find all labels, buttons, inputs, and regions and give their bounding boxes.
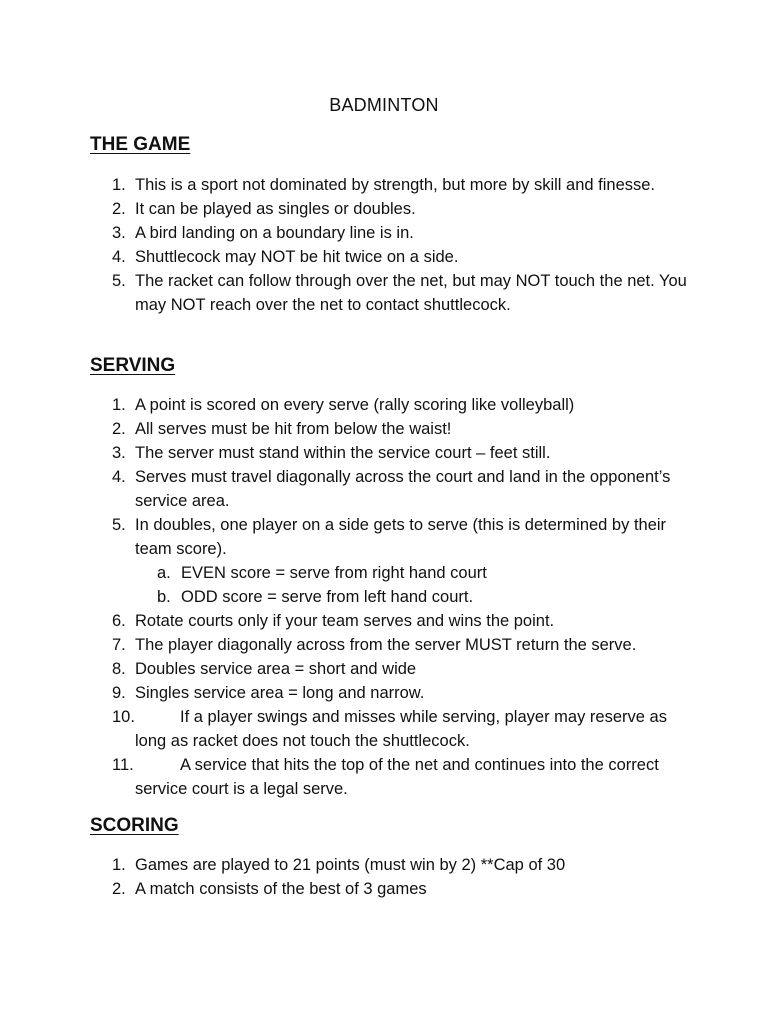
list-item-text: The racket can follow through over the net, but may NOT touch the net. You may NOT reach over the net to contact shuttlecock. [135, 272, 687, 314]
section-heading-scoring: SCORING [90, 815, 179, 836]
list-item [0, 269, 768, 317]
list-item [0, 173, 768, 197]
list-item-number: 8. [112, 660, 126, 678]
list-item [0, 197, 768, 221]
sub-list-item-text: ODD score = serve from left hand court. [181, 588, 474, 606]
list-item [0, 681, 768, 705]
list-item-number: 3. [112, 224, 126, 242]
list-item-number: 6. [112, 612, 126, 630]
sub-list-item [0, 585, 768, 609]
document-title: BADMINTON [329, 95, 439, 115]
list-item-text: Games are played to 21 points (must win by 2) **Cap of 30 [135, 856, 566, 874]
sub-list-item-letter: b. [157, 588, 171, 606]
list-item [0, 633, 768, 657]
list-item-text: Rotate courts only if your team serves and wins the point. [135, 612, 555, 630]
list-item [0, 393, 768, 417]
list-item-number: 1. [112, 396, 126, 414]
list-item-text: In doubles, one player on a side gets to serve (this is determined by their team score). [135, 516, 667, 558]
list-item [0, 853, 768, 877]
list-item-number: 10. [112, 708, 135, 726]
list-item-text: A service that hits the top of the net and continues into the correct service court is a legal serve. [135, 756, 659, 798]
list-item [0, 877, 768, 901]
list-item-number: 1. [112, 856, 126, 874]
sub-list-item [0, 561, 768, 585]
list-item-text: This is a sport not dominated by strength, but more by skill and finesse. [135, 176, 656, 194]
sub-list-item-letter: a. [157, 564, 171, 582]
list-item-text: The server must stand within the service court – feet still. [135, 444, 551, 462]
list-item [0, 753, 768, 801]
list-item-number: 1. [112, 176, 126, 194]
sub-list [0, 561, 768, 609]
list-item-number: 3. [112, 444, 126, 462]
list-item-text: Singles service area = long and narrow. [135, 684, 425, 702]
list-item-number: 2. [112, 880, 126, 898]
list-item-number: 5. [112, 272, 126, 290]
list-item-number: 9. [112, 684, 126, 702]
the-game-list [0, 173, 768, 317]
list-item [0, 705, 768, 753]
list-item-number: 4. [112, 468, 126, 486]
list-item-text: A bird landing on a boundary line is in. [135, 224, 414, 242]
list-item [0, 465, 768, 513]
list-item-text: Shuttlecock may NOT be hit twice on a side. [135, 248, 459, 266]
list-item-text: If a player swings and misses while serving, player may reserve as long as racket does not touch the shuttlecock. [135, 708, 667, 750]
list-item-number: 5. [112, 516, 126, 534]
list-item-text: Serves must travel diagonally across the court and land in the opponent’s service area. [135, 468, 671, 510]
list-item [0, 221, 768, 245]
list-item [0, 609, 768, 633]
list-item-text: The player diagonally across from the server MUST return the serve. [135, 636, 637, 654]
list-item-text: All serves must be hit from below the waist! [135, 420, 452, 438]
list-item-text: It can be played as singles or doubles. [135, 200, 416, 218]
list-item-number: 2. [112, 200, 126, 218]
section-heading-the-game: THE GAME [90, 134, 191, 155]
list-item [0, 417, 768, 441]
sub-list-item-text: EVEN score = serve from right hand court [181, 564, 487, 582]
serving-list [0, 393, 768, 801]
list-item [0, 657, 768, 681]
list-item [0, 441, 768, 465]
list-item-number: 2. [112, 420, 126, 438]
list-item-text: A point is scored on every serve (rally scoring like volleyball) [135, 396, 575, 414]
list-item-number: 11. [112, 756, 134, 774]
list-item [0, 245, 768, 269]
list-item-number: 7. [112, 636, 126, 654]
list-item [0, 513, 768, 609]
section-heading-serving: SERVING [90, 355, 176, 376]
list-item-text: A match consists of the best of 3 games [135, 880, 427, 898]
scoring-list [0, 853, 768, 901]
list-item-text: Doubles service area = short and wide [135, 660, 417, 678]
list-item-number: 4. [112, 248, 126, 266]
